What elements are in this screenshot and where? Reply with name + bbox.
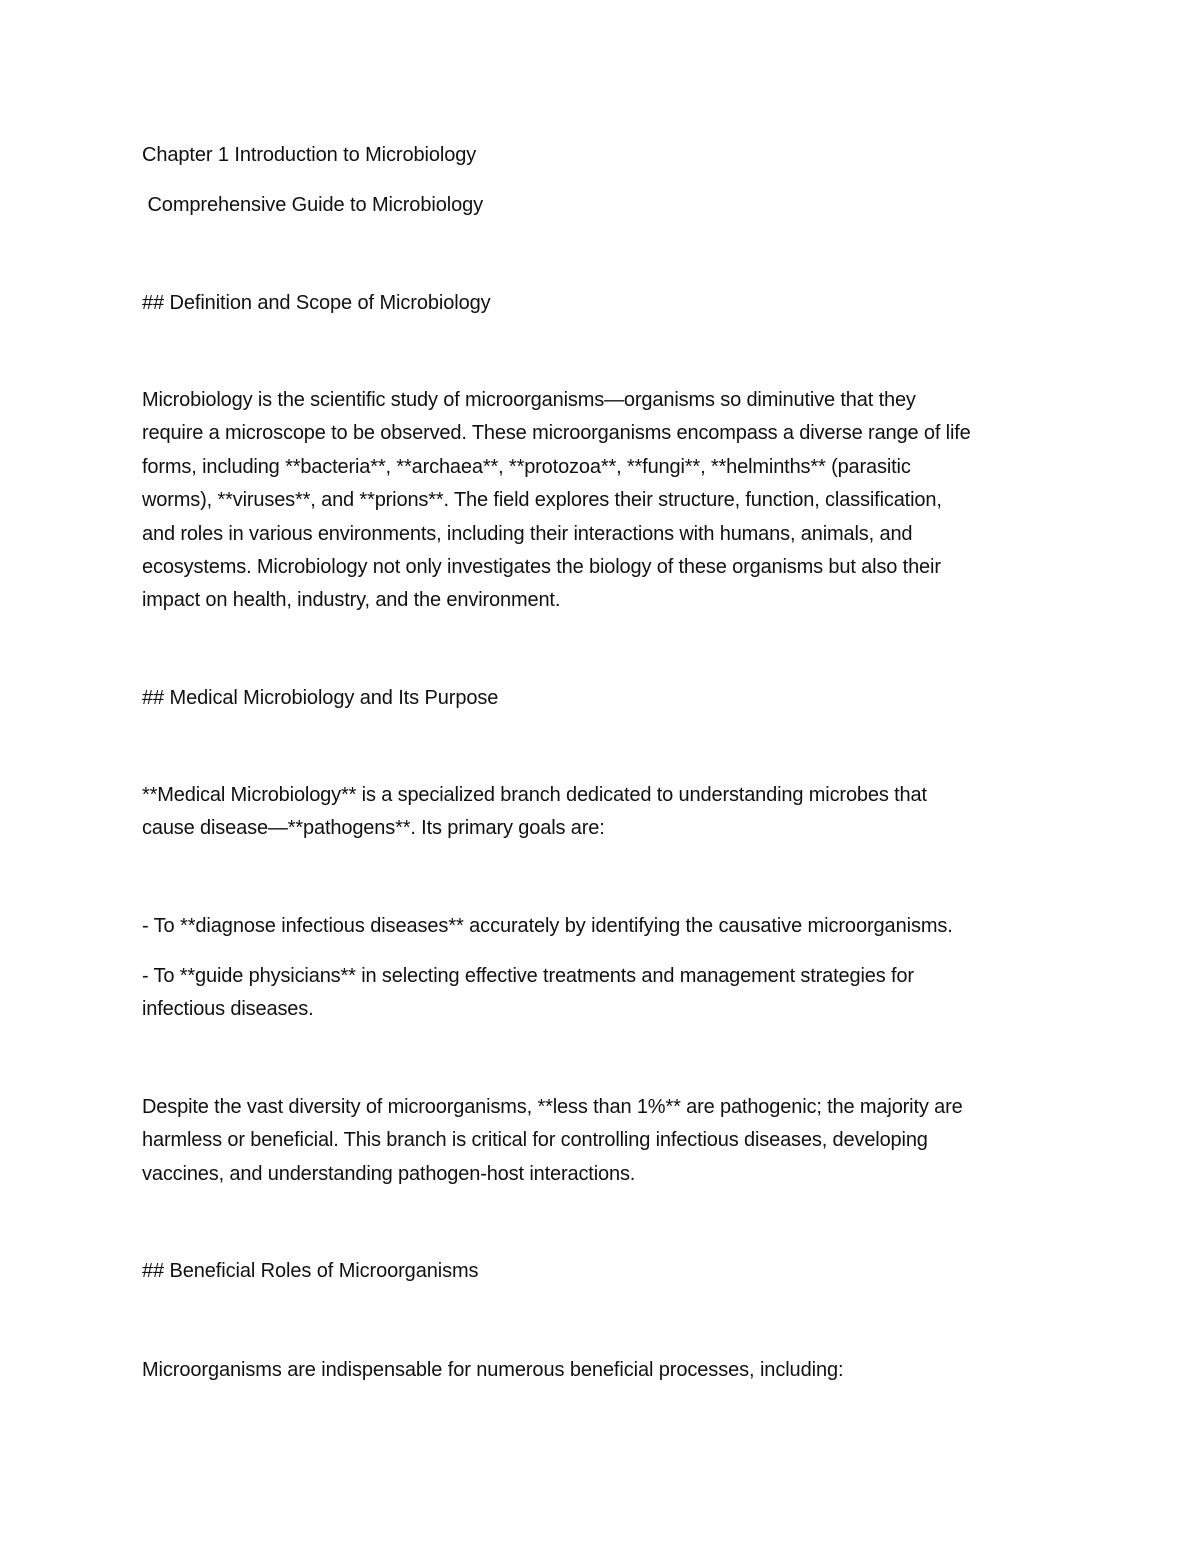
paragraph-line: vaccines, and understanding pathogen-host interactions. (142, 1162, 636, 1185)
paragraph-line: ecosystems. Microbiology not only investigates the biology of these organisms but also their (142, 556, 941, 579)
medical-intro-paragraph (142, 779, 1072, 846)
chapter-title: Chapter 1 Introduction to Microbiology (142, 144, 477, 166)
paragraph-line: and roles in various environments, including their interactions with humans, animals, and (142, 522, 913, 545)
paragraph-line: impact on health, industry, and the environment. (142, 589, 561, 612)
paragraph-line: cause disease—**pathogens**. Its primary goals are: (142, 817, 605, 840)
paragraph-line: Microbiology is the scientific study of microorganisms—organisms so diminutive that they (142, 389, 916, 411)
paragraph-line: forms, including **bacteria**, **archaea**, **protozoa**, **fungi**, **helminths** (parasitic (142, 455, 911, 478)
paragraph-line: - To **guide physicians** in selecting effective treatments and management strategies for (142, 965, 914, 987)
document-subtitle: Comprehensive Guide to Microbiology (142, 194, 484, 216)
paragraph-line: worms), **viruses**, and **prions**. The field explores their structure, function, classification, (142, 489, 942, 512)
bullet-diagnose: - To **diagnose infectious diseases** accurately by identifying the causative microorganisms. (142, 915, 953, 937)
section-heading-medical: ## Medical Microbiology and Its Purpose (142, 687, 499, 709)
paragraph-line: require a microscope to be observed. These microorganisms encompass a diverse range of life (142, 422, 971, 445)
medical-closing-paragraph (142, 1091, 1072, 1191)
section-heading-definition: ## Definition and Scope of Microbiology (142, 292, 491, 314)
definition-paragraph (142, 384, 1072, 618)
section-heading-beneficial: ## Beneficial Roles of Microorganisms (142, 1260, 479, 1282)
paragraph-line: **Medical Microbiology** is a specialized branch dedicated to understanding microbes that (142, 784, 927, 806)
paragraph-line: Despite the vast diversity of microorganisms, **less than 1%** are pathogenic; the majority are (142, 1096, 963, 1118)
paragraph-line: harmless or beneficial. This branch is critical for controlling infectious diseases, developing (142, 1129, 928, 1152)
paragraph-line: infectious diseases. (142, 998, 314, 1021)
beneficial-intro: Microorganisms are indispensable for numerous beneficial processes, including: (142, 1359, 844, 1381)
bullet-guide-physicians (142, 960, 1072, 1027)
